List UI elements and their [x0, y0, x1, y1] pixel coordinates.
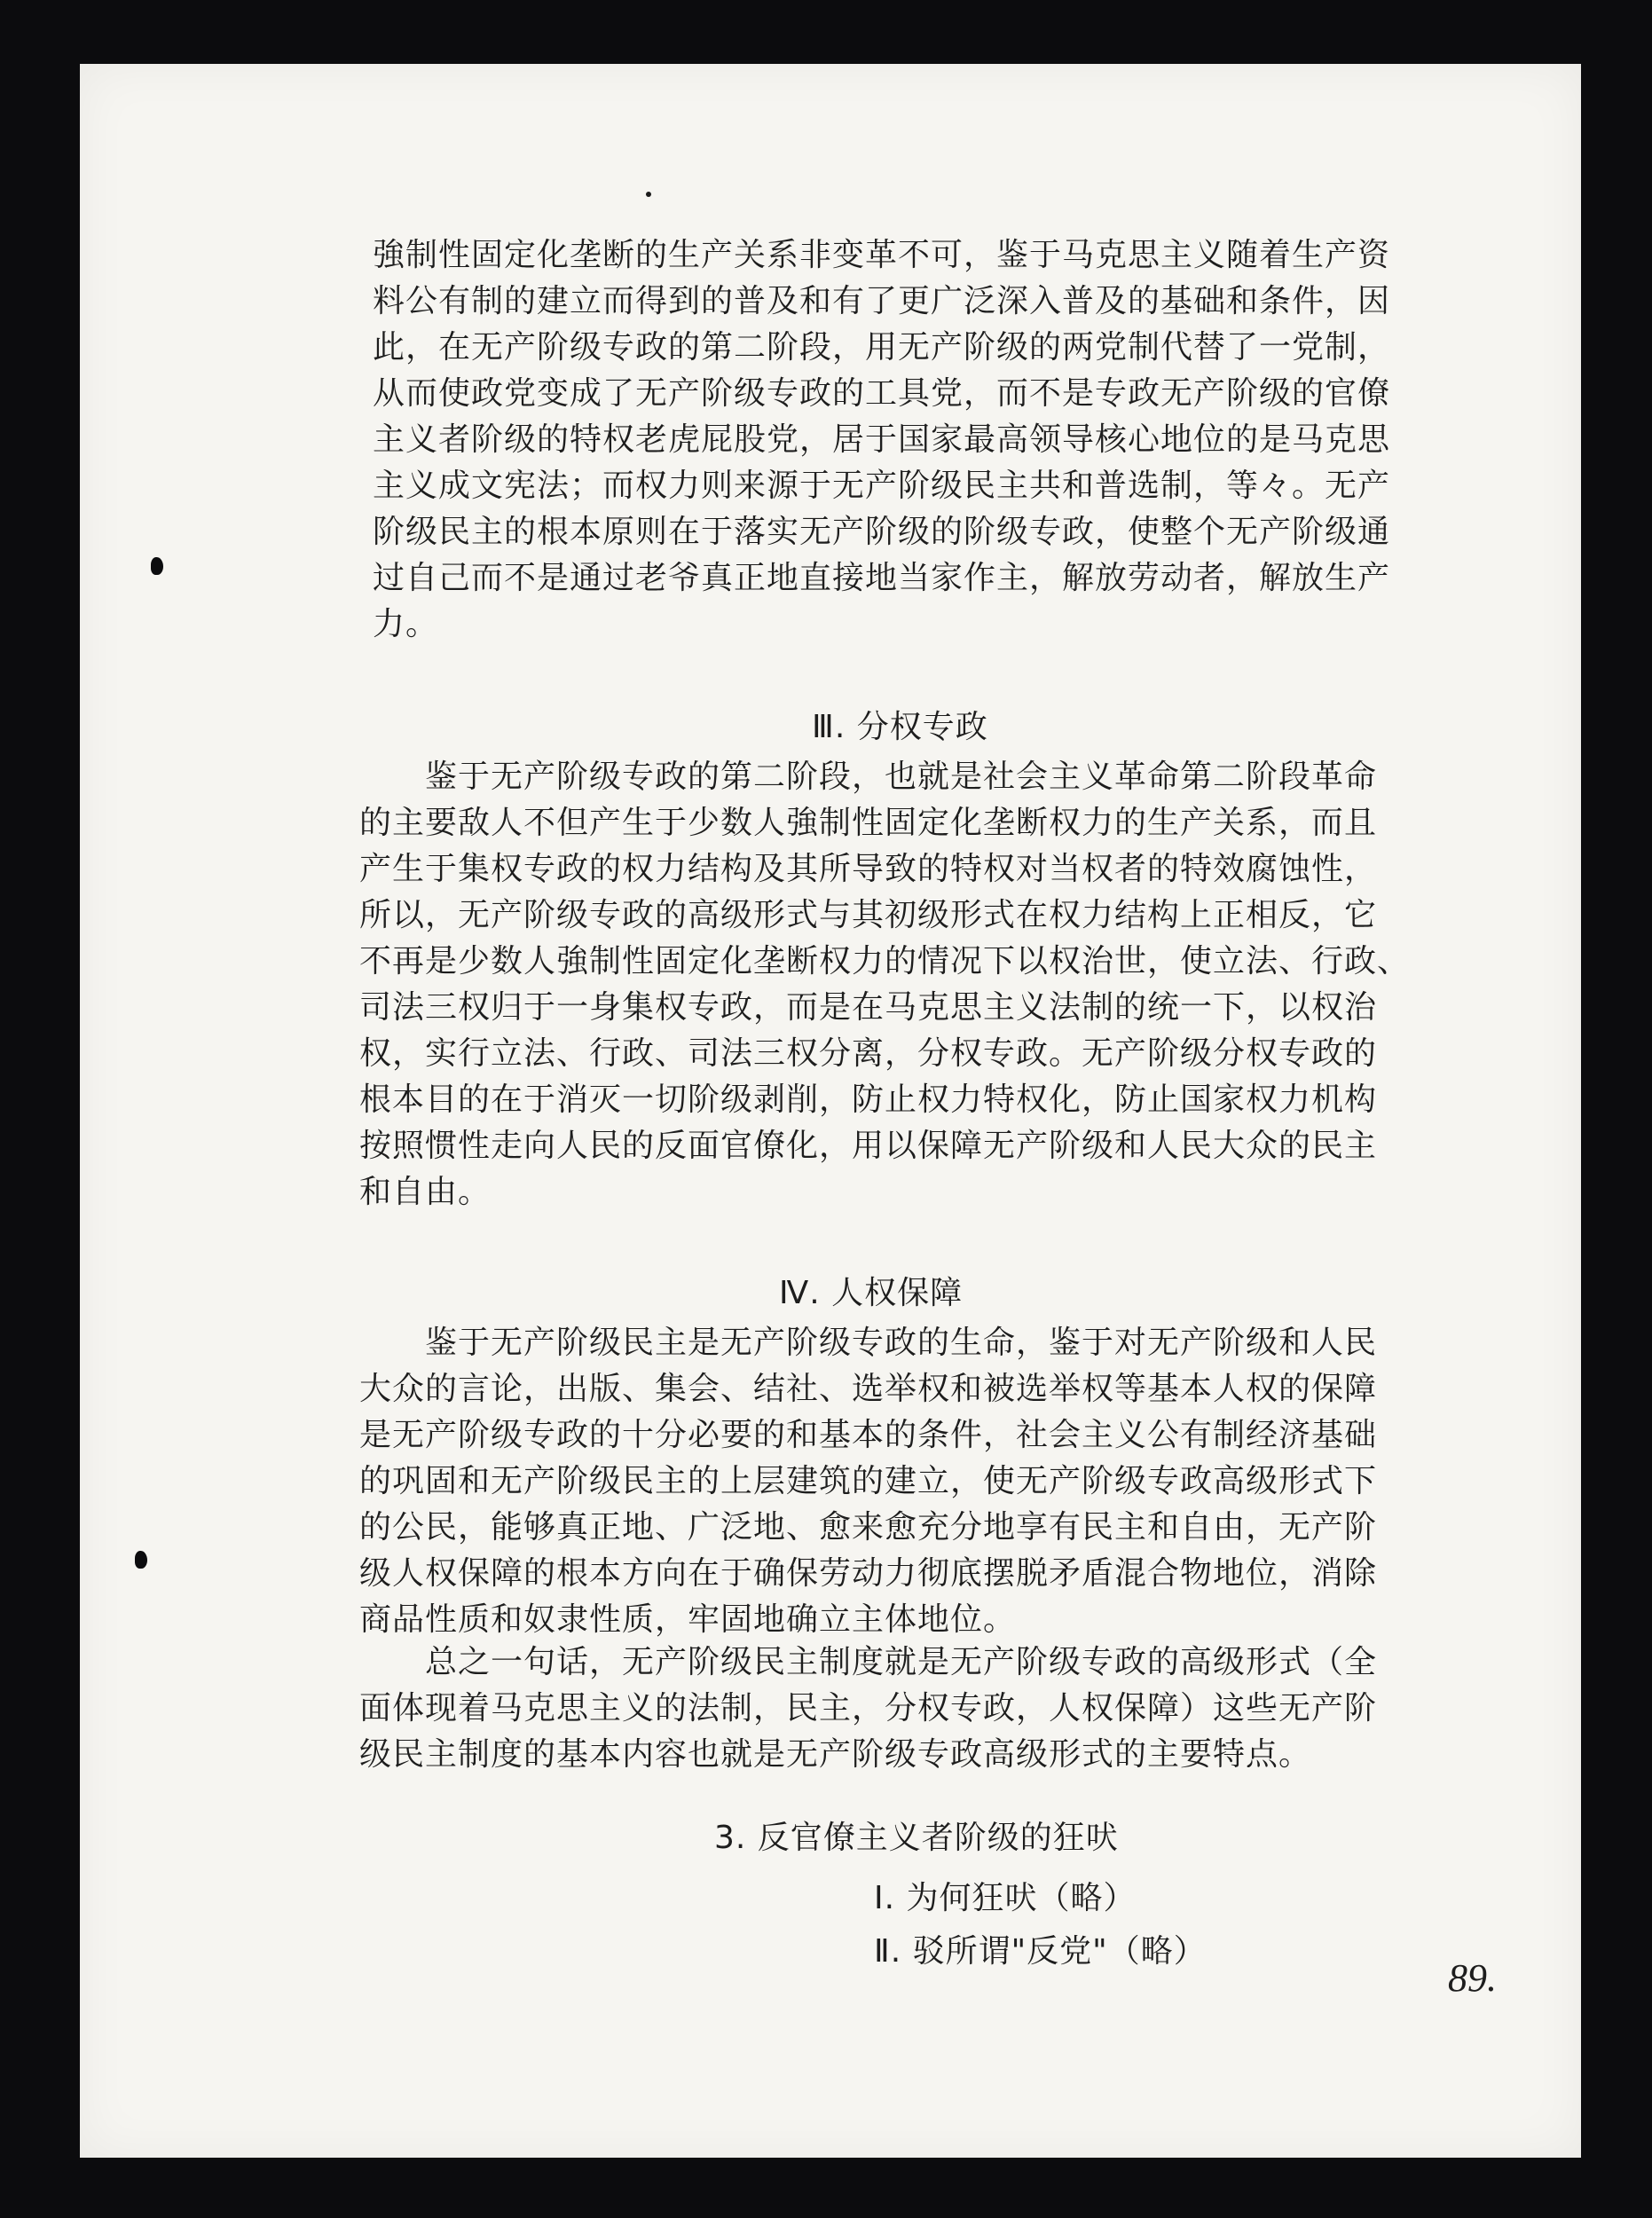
subsection-1: Ⅰ. 为何狂吠（略）: [874, 1880, 1137, 1916]
paragraph-1: 強制性固定化垄断的生产关系非变革不可，鉴于马克思主义随着生产资 料公有制的建立而得到的普及和有了更广泛深入普及的基础和条件，因 此，在无产阶级专政的第二阶段，用无产阶级的两党制代替了一党制， 从而使政党变成了无产阶级专政的工具党，而不是专政无产阶级的官僚 主义者阶级的特权老虎屁股党，居于国家最高领导核心地位的是马克思 主义成文宪法；而权力则来源于无产阶级民主共和普选制，等々。无产 阶级民主的根本原则在于落实无产阶级的阶级专政，使整个无产阶级通 过自己而不是通过老爷真正地直接地当家作主，解放劳动者，解放生产 力。: [373, 237, 1391, 642]
subsection-2: Ⅱ. 驳所谓"反党"（略）: [874, 1933, 1207, 1970]
paragraph-3: 鉴于无产阶级民主是无产阶级专政的生命，鉴于对无产阶级和人民 大众的言论，出版、集会、结社、选举权和被选举权等基本人权的保障 是无产阶级专政的十分必要的和基本的条件，社会主义公有制经济基础 的巩固和无产阶级民主的上层建筑的建立，使无产阶级专政高级形式下 的公民，能够真正地、广泛地、愈来愈充分地享有民主和自由，无产阶 级人权保障的根本方向在于确保劳动力彻底摆脱矛盾混合物地位，消除 商品性质和奴隶性质，牢固地确立主体地位。: [359, 1325, 1378, 1638]
punch-hole-top: [151, 557, 163, 575]
heading-section-iv: Ⅳ. 人权保障: [779, 1275, 964, 1311]
punch-hole-bottom: [135, 1551, 147, 1569]
heading-section-3: 3. 反官僚主义者阶级的狂吠: [714, 1820, 1119, 1856]
paragraph-4: 总之一句话，无产阶级民主制度就是无产阶级专政的高级形式（全 面体现着马克思主义的法制，民主，分权专政，人权保障）这些无产阶 级民主制度的基本内容也就是无产阶级专政高级形式的主要特点。: [359, 1644, 1378, 1773]
paragraph-2: 鉴于无产阶级专政的第二阶段，也就是社会主义革命第二阶段革命 的主要敌人不但产生于少数人強制性固定化垄断权力的生产关系，而且 产生于集权专政的权力结构及其所导致的特权对当权者的特效腐蚀性， 所以，无产阶级专政的高级形式与其初级形式在权力结构上正相反，它 不再是少数人強制性固定化垄断权力的情况下以权治世，使立法、行政、 司法三权归于一身集权专政，而是在马克思主义法制的统一下，以权治 权，实行立法、行政、司法三权分离，分权专政。无产阶级分权专政的 根本目的在于消灭一切阶级剥削，防止权力特权化，防止国家权力机构 按照惯性走向人民的反面官僚化，用以保障无产阶级和人民大众的民主 和自由。: [359, 759, 1411, 1210]
ink-dot: [646, 192, 651, 197]
heading-section-iii: Ⅲ. 分权专政: [812, 709, 988, 745]
page-number: 89.: [1448, 1956, 1497, 2000]
